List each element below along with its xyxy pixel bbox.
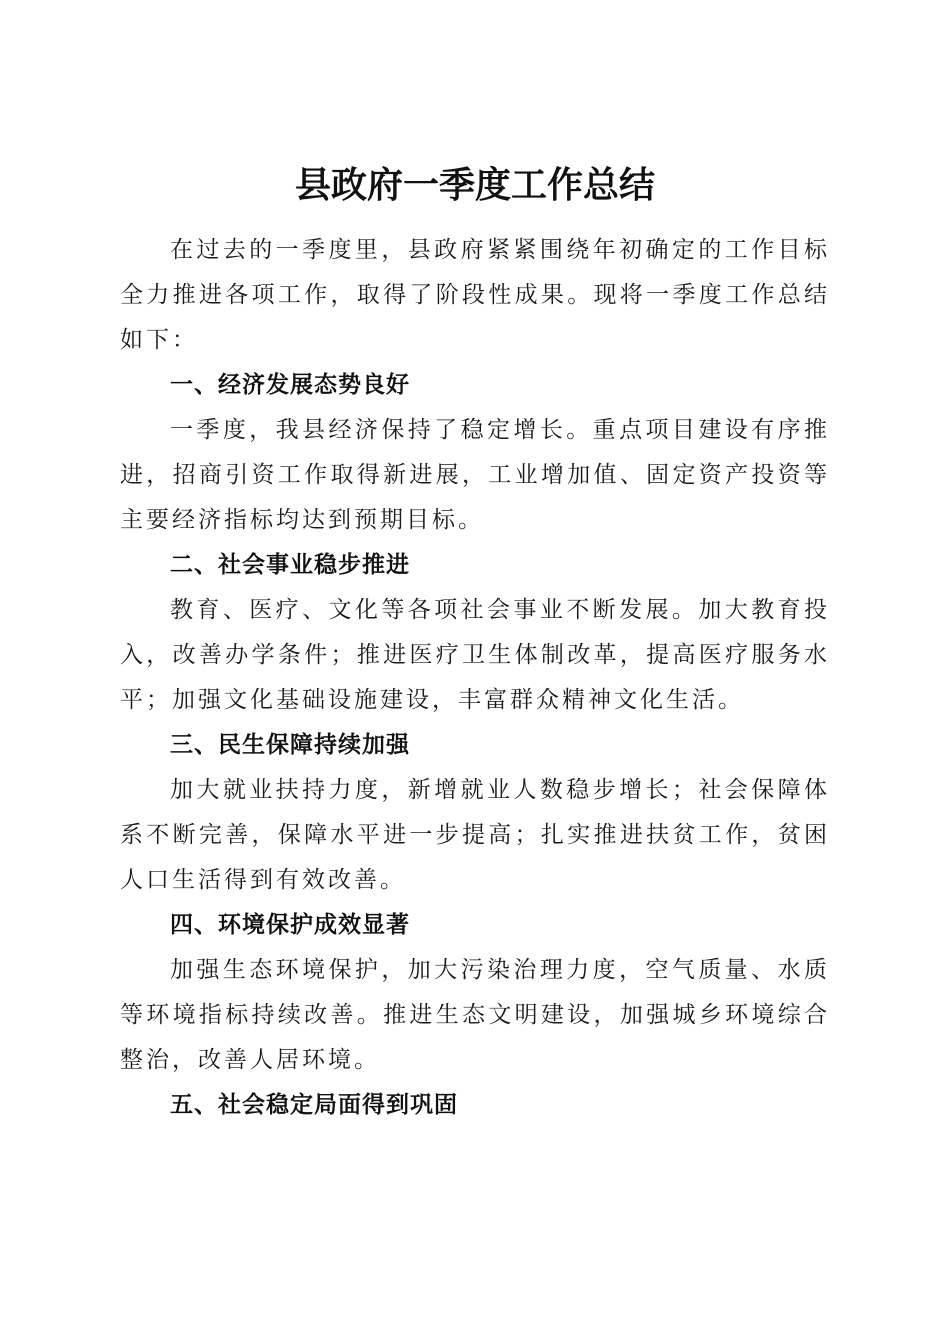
section-text-economy: 一季度，我县经济保持了稳定增长。重点项目建设有序推进，招商引资工作取得新进展，工业增加值、固定资产投资等主要经济指标均达到预期目标。 xyxy=(120,417,830,533)
document-title: 县政府一季度工作总结 xyxy=(294,164,655,207)
section-heading-livelihood: 三、民生保障持续加强 xyxy=(170,732,410,758)
section-heading-stability: 五、社会稳定局面得到巩固 xyxy=(170,1092,458,1118)
section-heading-economy: 一、经济发展态势良好 xyxy=(170,372,410,398)
document-body xyxy=(120,228,830,1128)
section-text-environment: 加强生态环境保护，加大污染治理力度，空气质量、水质等环境指标持续改善。推进生态文明建设，加强城乡环境综合整治，改善人居环境。 xyxy=(120,957,830,1073)
section-heading-social: 二、社会事业稳步推进 xyxy=(170,552,410,578)
section-text-social: 教育、医疗、文化等各项社会事业不断发展。加大教育投入，改善办学条件；推进医疗卫生体制改革，提高医疗服务水平；加强文化基础设施建设，丰富群众精神文化生活。 xyxy=(120,597,830,713)
section-heading-environment: 四、环境保护成效显著 xyxy=(170,912,410,938)
intro-paragraph: 在过去的一季度里，县政府紧紧围绕年初确定的工作目标全力推进各项工作，取得了阶段性成果。现将一季度工作总结如下： xyxy=(120,237,830,353)
section-text-livelihood: 加大就业扶持力度，新增就业人数稳步增长；社会保障体系不断完善，保障水平进一步提高；扎实推进扶贫工作，贫困人口生活得到有效改善。 xyxy=(120,777,830,893)
